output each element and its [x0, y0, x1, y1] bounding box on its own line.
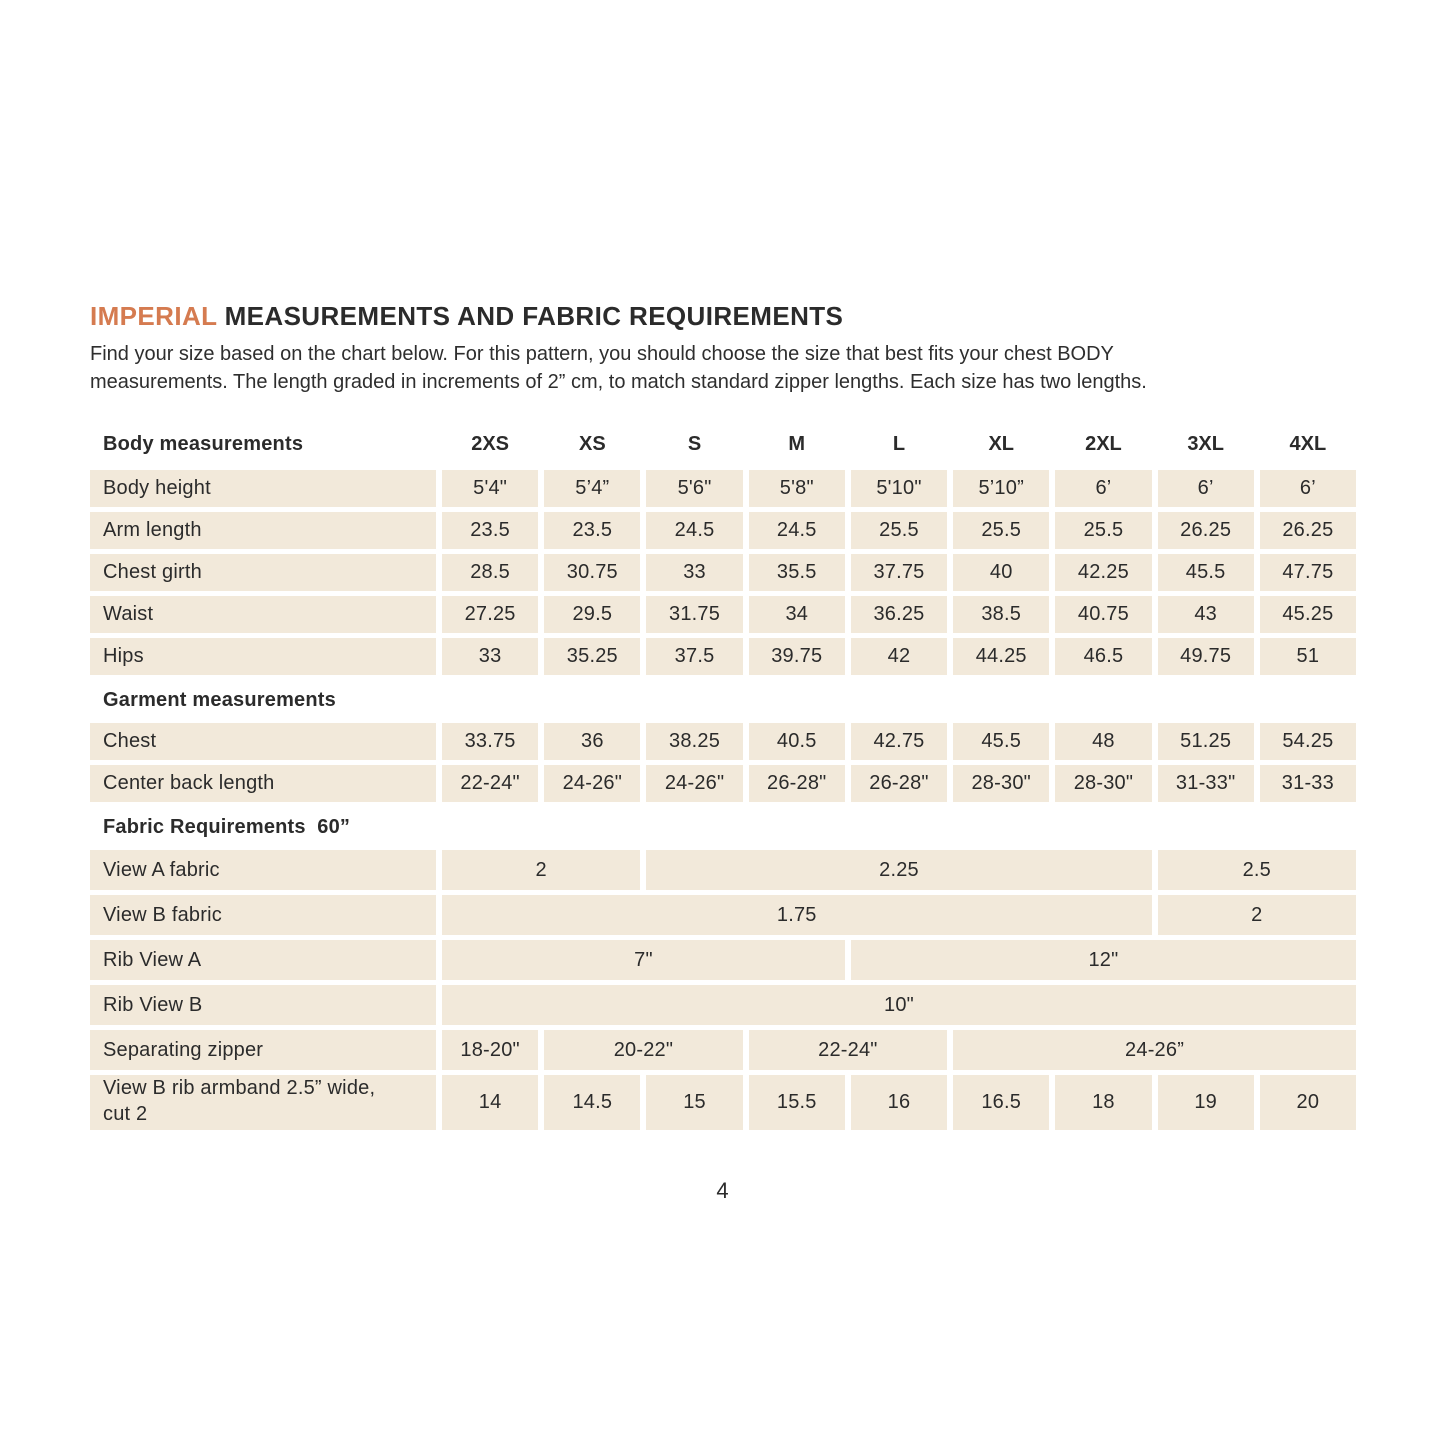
value-cell: 6’	[1055, 470, 1151, 507]
value-cell: 5'8"	[749, 470, 845, 507]
intro-line-1: Find your size based on the chart below. For this pattern, you should choose the size that best fits your chest BODY	[90, 343, 1114, 365]
table-row	[90, 470, 1356, 507]
size-column-header: XS	[578, 432, 606, 455]
size-column-header: XL	[988, 432, 1014, 455]
value-cell: 29.5	[544, 596, 640, 633]
value-cell: 14.5	[544, 1075, 640, 1130]
page-title-accent: IMPERIAL	[90, 301, 217, 331]
value-cell: 33.75	[442, 723, 538, 760]
value-cell: 46.5	[1055, 638, 1151, 675]
value-cell: 27.25	[442, 596, 538, 633]
value-cell: 33	[646, 554, 742, 591]
table-header-row	[90, 426, 1356, 462]
row-label: Waist	[90, 596, 436, 633]
size-column-header: 2XS	[471, 432, 510, 455]
value-cell: 24-26"	[646, 765, 742, 802]
size-column-header: 3XL	[1187, 432, 1224, 455]
value-cell: 6’	[1260, 470, 1356, 507]
value-cell: 12"	[851, 940, 1356, 980]
table-row	[90, 850, 1356, 890]
row-label: Chest girth	[90, 554, 436, 591]
row-label: Arm length	[90, 512, 436, 549]
value-cell: 25.5	[953, 512, 1049, 549]
page-title-rest: MEASUREMENTS AND FABRIC REQUIREMENTS	[224, 301, 844, 331]
row-label: Hips	[90, 638, 436, 675]
value-cell: 45.5	[1158, 554, 1254, 591]
value-cell: 26-28"	[749, 765, 845, 802]
value-cell: 22-24"	[749, 1030, 947, 1070]
table-row	[90, 1075, 1356, 1130]
value-cell: 5’4”	[544, 470, 640, 507]
row-label: Separating zipper	[90, 1030, 436, 1070]
value-cell: 20-22"	[544, 1030, 742, 1070]
table-row	[90, 512, 1356, 549]
value-cell: 28-30"	[953, 765, 1049, 802]
table-row	[90, 765, 1356, 802]
value-cell: 19	[1158, 1075, 1254, 1130]
value-cell: 23.5	[544, 512, 640, 549]
value-cell: 26-28"	[851, 765, 947, 802]
table-row	[90, 638, 1356, 675]
table-row	[90, 1030, 1356, 1070]
value-cell: 28-30"	[1055, 765, 1151, 802]
value-cell: 28.5	[442, 554, 538, 591]
value-cell: 5'4"	[442, 470, 538, 507]
value-cell: 25.5	[851, 512, 947, 549]
value-cell: 1.75	[442, 895, 1152, 935]
value-cell: 2	[1158, 895, 1356, 935]
value-cell: 2.25	[646, 850, 1151, 890]
value-cell: 24.5	[646, 512, 742, 549]
value-cell: 51.25	[1158, 723, 1254, 760]
page-content	[90, 301, 1356, 1130]
size-column-header: 4XL	[1289, 432, 1327, 455]
value-cell: 34	[749, 596, 845, 633]
value-cell: 18-20"	[442, 1030, 538, 1070]
row-label: View B fabric	[90, 895, 436, 935]
value-cell: 7"	[442, 940, 845, 980]
value-cell: 22-24"	[442, 765, 538, 802]
value-cell: 14	[442, 1075, 538, 1130]
row-label: Chest	[90, 723, 436, 760]
table-row	[90, 985, 1356, 1025]
value-cell: 5’10”	[953, 470, 1049, 507]
size-column-header: 2XL	[1085, 432, 1122, 455]
value-cell: 10"	[442, 985, 1356, 1025]
page-title	[90, 301, 1356, 331]
value-cell: 5'10"	[851, 470, 947, 507]
section-header-label: Garment measurements	[90, 680, 1356, 720]
value-cell: 40	[953, 554, 1049, 591]
value-cell: 45.5	[953, 723, 1049, 760]
row-label: Rib View B	[90, 985, 436, 1025]
value-cell: 38.5	[953, 596, 1049, 633]
table-section-row	[90, 680, 1356, 720]
value-cell: 44.25	[953, 638, 1049, 675]
value-cell: 47.75	[1260, 554, 1356, 591]
value-cell: 38.25	[646, 723, 742, 760]
value-cell: 16.5	[953, 1075, 1049, 1130]
value-cell: 39.75	[749, 638, 845, 675]
value-cell: 2.5	[1158, 850, 1356, 890]
value-cell: 42.25	[1055, 554, 1151, 591]
value-cell: 42	[851, 638, 947, 675]
size-column-header: S	[687, 432, 702, 455]
value-cell: 51	[1260, 638, 1356, 675]
value-cell: 24-26”	[953, 1030, 1356, 1070]
value-cell: 30.75	[544, 554, 640, 591]
value-cell: 15	[646, 1075, 742, 1130]
value-cell: 31.75	[646, 596, 742, 633]
value-cell: 25.5	[1055, 512, 1151, 549]
value-cell: 36	[544, 723, 640, 760]
value-cell: 49.75	[1158, 638, 1254, 675]
table-corner-label: Body measurements	[103, 432, 304, 455]
value-cell: 31-33	[1260, 765, 1356, 802]
value-cell: 35.5	[749, 554, 845, 591]
value-cell: 16	[851, 1075, 947, 1130]
intro-paragraph	[90, 340, 1356, 396]
value-cell: 18	[1055, 1075, 1151, 1130]
value-cell: 26.25	[1158, 512, 1254, 549]
value-cell: 48	[1055, 723, 1151, 760]
table-section-row	[90, 807, 1356, 847]
value-cell: 37.5	[646, 638, 742, 675]
value-cell: 40.5	[749, 723, 845, 760]
value-cell: 42.75	[851, 723, 947, 760]
page-number: 4	[716, 1178, 729, 1203]
value-cell: 23.5	[442, 512, 538, 549]
value-cell: 2	[442, 850, 640, 890]
row-label: View B rib armband 2.5” wide, cut 2	[90, 1075, 436, 1130]
value-cell: 45.25	[1260, 596, 1356, 633]
value-cell: 20	[1260, 1075, 1356, 1130]
value-cell: 24.5	[749, 512, 845, 549]
row-label: Rib View A	[90, 940, 436, 980]
value-cell: 36.25	[851, 596, 947, 633]
value-cell: 6’	[1158, 470, 1254, 507]
value-cell: 24-26"	[544, 765, 640, 802]
row-label: Center back length	[90, 765, 436, 802]
value-cell: 54.25	[1260, 723, 1356, 760]
size-column-header: L	[892, 432, 906, 455]
size-chart	[90, 426, 1356, 1130]
value-cell: 26.25	[1260, 512, 1356, 549]
value-cell: 15.5	[749, 1075, 845, 1130]
intro-line-2: measurements. The length graded in increments of 2” cm, to match standard zipper lengths. Each size has two lengths.	[90, 371, 1147, 393]
value-cell: 35.25	[544, 638, 640, 675]
value-cell: 31-33"	[1158, 765, 1254, 802]
value-cell: 37.75	[851, 554, 947, 591]
size-column-header: M	[788, 432, 806, 455]
table-row	[90, 554, 1356, 591]
section-header-label: Fabric Requirements 60”	[90, 807, 1356, 847]
row-label: Body height	[90, 470, 436, 507]
table-row	[90, 895, 1356, 935]
value-cell: 5'6"	[646, 470, 742, 507]
table-row	[90, 596, 1356, 633]
value-cell: 43	[1158, 596, 1254, 633]
value-cell: 40.75	[1055, 596, 1151, 633]
table-row	[90, 723, 1356, 760]
row-label: View A fabric	[90, 850, 436, 890]
value-cell: 33	[442, 638, 538, 675]
table-row	[90, 940, 1356, 980]
